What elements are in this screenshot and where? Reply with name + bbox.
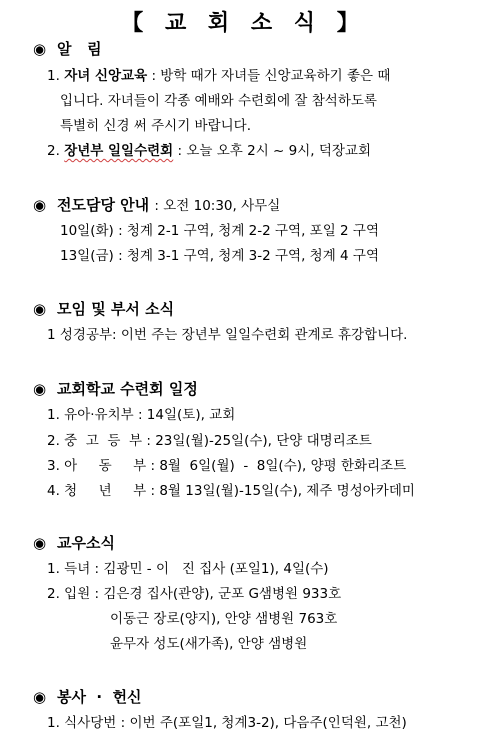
bullet-icon: ◉ [33,534,47,552]
section-heading-groups [33,298,174,319]
heading-text: 교회학교 수련회 일정 [57,380,198,398]
notice-item-1-line-3: 특별히 신경 써 주시기 바랍니다. [60,118,251,134]
title-char: 교 [164,10,187,36]
members-line-3: 이동근 장로(양지), 안양 샘병원 763호 [110,611,338,627]
section-heading-service [33,686,142,707]
title-char: 소 [250,10,273,36]
school-line-2: 2. 중 고 등 부 : 23일(월)-25일(수), 단양 대명리조트 [47,433,372,449]
bullet-icon: ◉ [33,40,47,58]
members-line-4: 윤무자 성도(새가족), 안양 샘병원 [110,636,308,652]
bullet-icon: ◉ [33,196,47,214]
notice-item-2: 2. 장년부 일일수련회 : 오늘 오후 2시 ~ 9시, 덕장교회 [47,143,372,159]
heading-detail: : 오전 10:30, 사무실 [154,198,281,214]
title-close-bracket: 】 [336,10,359,36]
heading-text: 알 림 [57,40,102,58]
school-line-1: 1. 유아·유치부 : 14일(토), 교회 [47,407,236,423]
bullet-icon: ◉ [33,300,47,318]
heading-text: 교우소식 [57,534,115,552]
section-heading-evangelism [33,194,280,215]
service-line-1: 1. 식사당번 : 이번 주(포일1, 청계3-2), 다음주(인덕원, 고천) [47,715,407,731]
section-heading-school [33,378,198,399]
school-line-3: 3. 아 동 부 : 8월 6일(월) - 8일(수), 양평 한화리조트 [47,458,407,474]
members-line-1: 1. 득녀 : 김광민 - 이 진 집사 (포일1), 4일(수) [47,561,329,577]
evangelism-line-1: 10일(화) : 청계 2-1 구역, 청계 2-2 구역, 포일 2 구역 [60,223,380,239]
title-char: 식 [293,10,316,36]
section-heading-notice [33,38,102,59]
notice-item-1-line-2: 입니다. 자녀들이 각종 예배와 수련회에 잘 참석하도록 [60,93,377,109]
heading-text: 봉사 · 헌신 [57,688,142,706]
school-line-4: 4. 청 년 부 : 8월 13일(월)-15일(수), 제주 명성아카데미 [47,483,415,499]
evangelism-line-2: 13일(금) : 청계 3-1 구역, 청계 3-2 구역, 청계 4 구역 [60,248,380,264]
bullet-icon: ◉ [33,688,47,706]
bulletin-title [0,6,480,37]
members-line-2: 2. 입원 : 김은경 집사(관양), 군포 G샘병원 933호 [47,586,342,602]
bullet-icon: ◉ [33,380,47,398]
title-char: 회 [207,10,230,36]
heading-text: 전도담당 안내 [57,196,150,214]
heading-text: 모임 및 부서 소식 [57,300,175,318]
notice-item-1: 1. 자녀 신앙교육 : 방학 때가 자녀들 신앙교육하기 좋은 때 [47,68,391,84]
title-open-bracket: 【 [121,10,144,36]
groups-line-1: 1 성경공부: 이번 주는 장년부 일일수련회 관계로 휴강합니다. [47,327,408,343]
section-heading-members [33,532,115,553]
